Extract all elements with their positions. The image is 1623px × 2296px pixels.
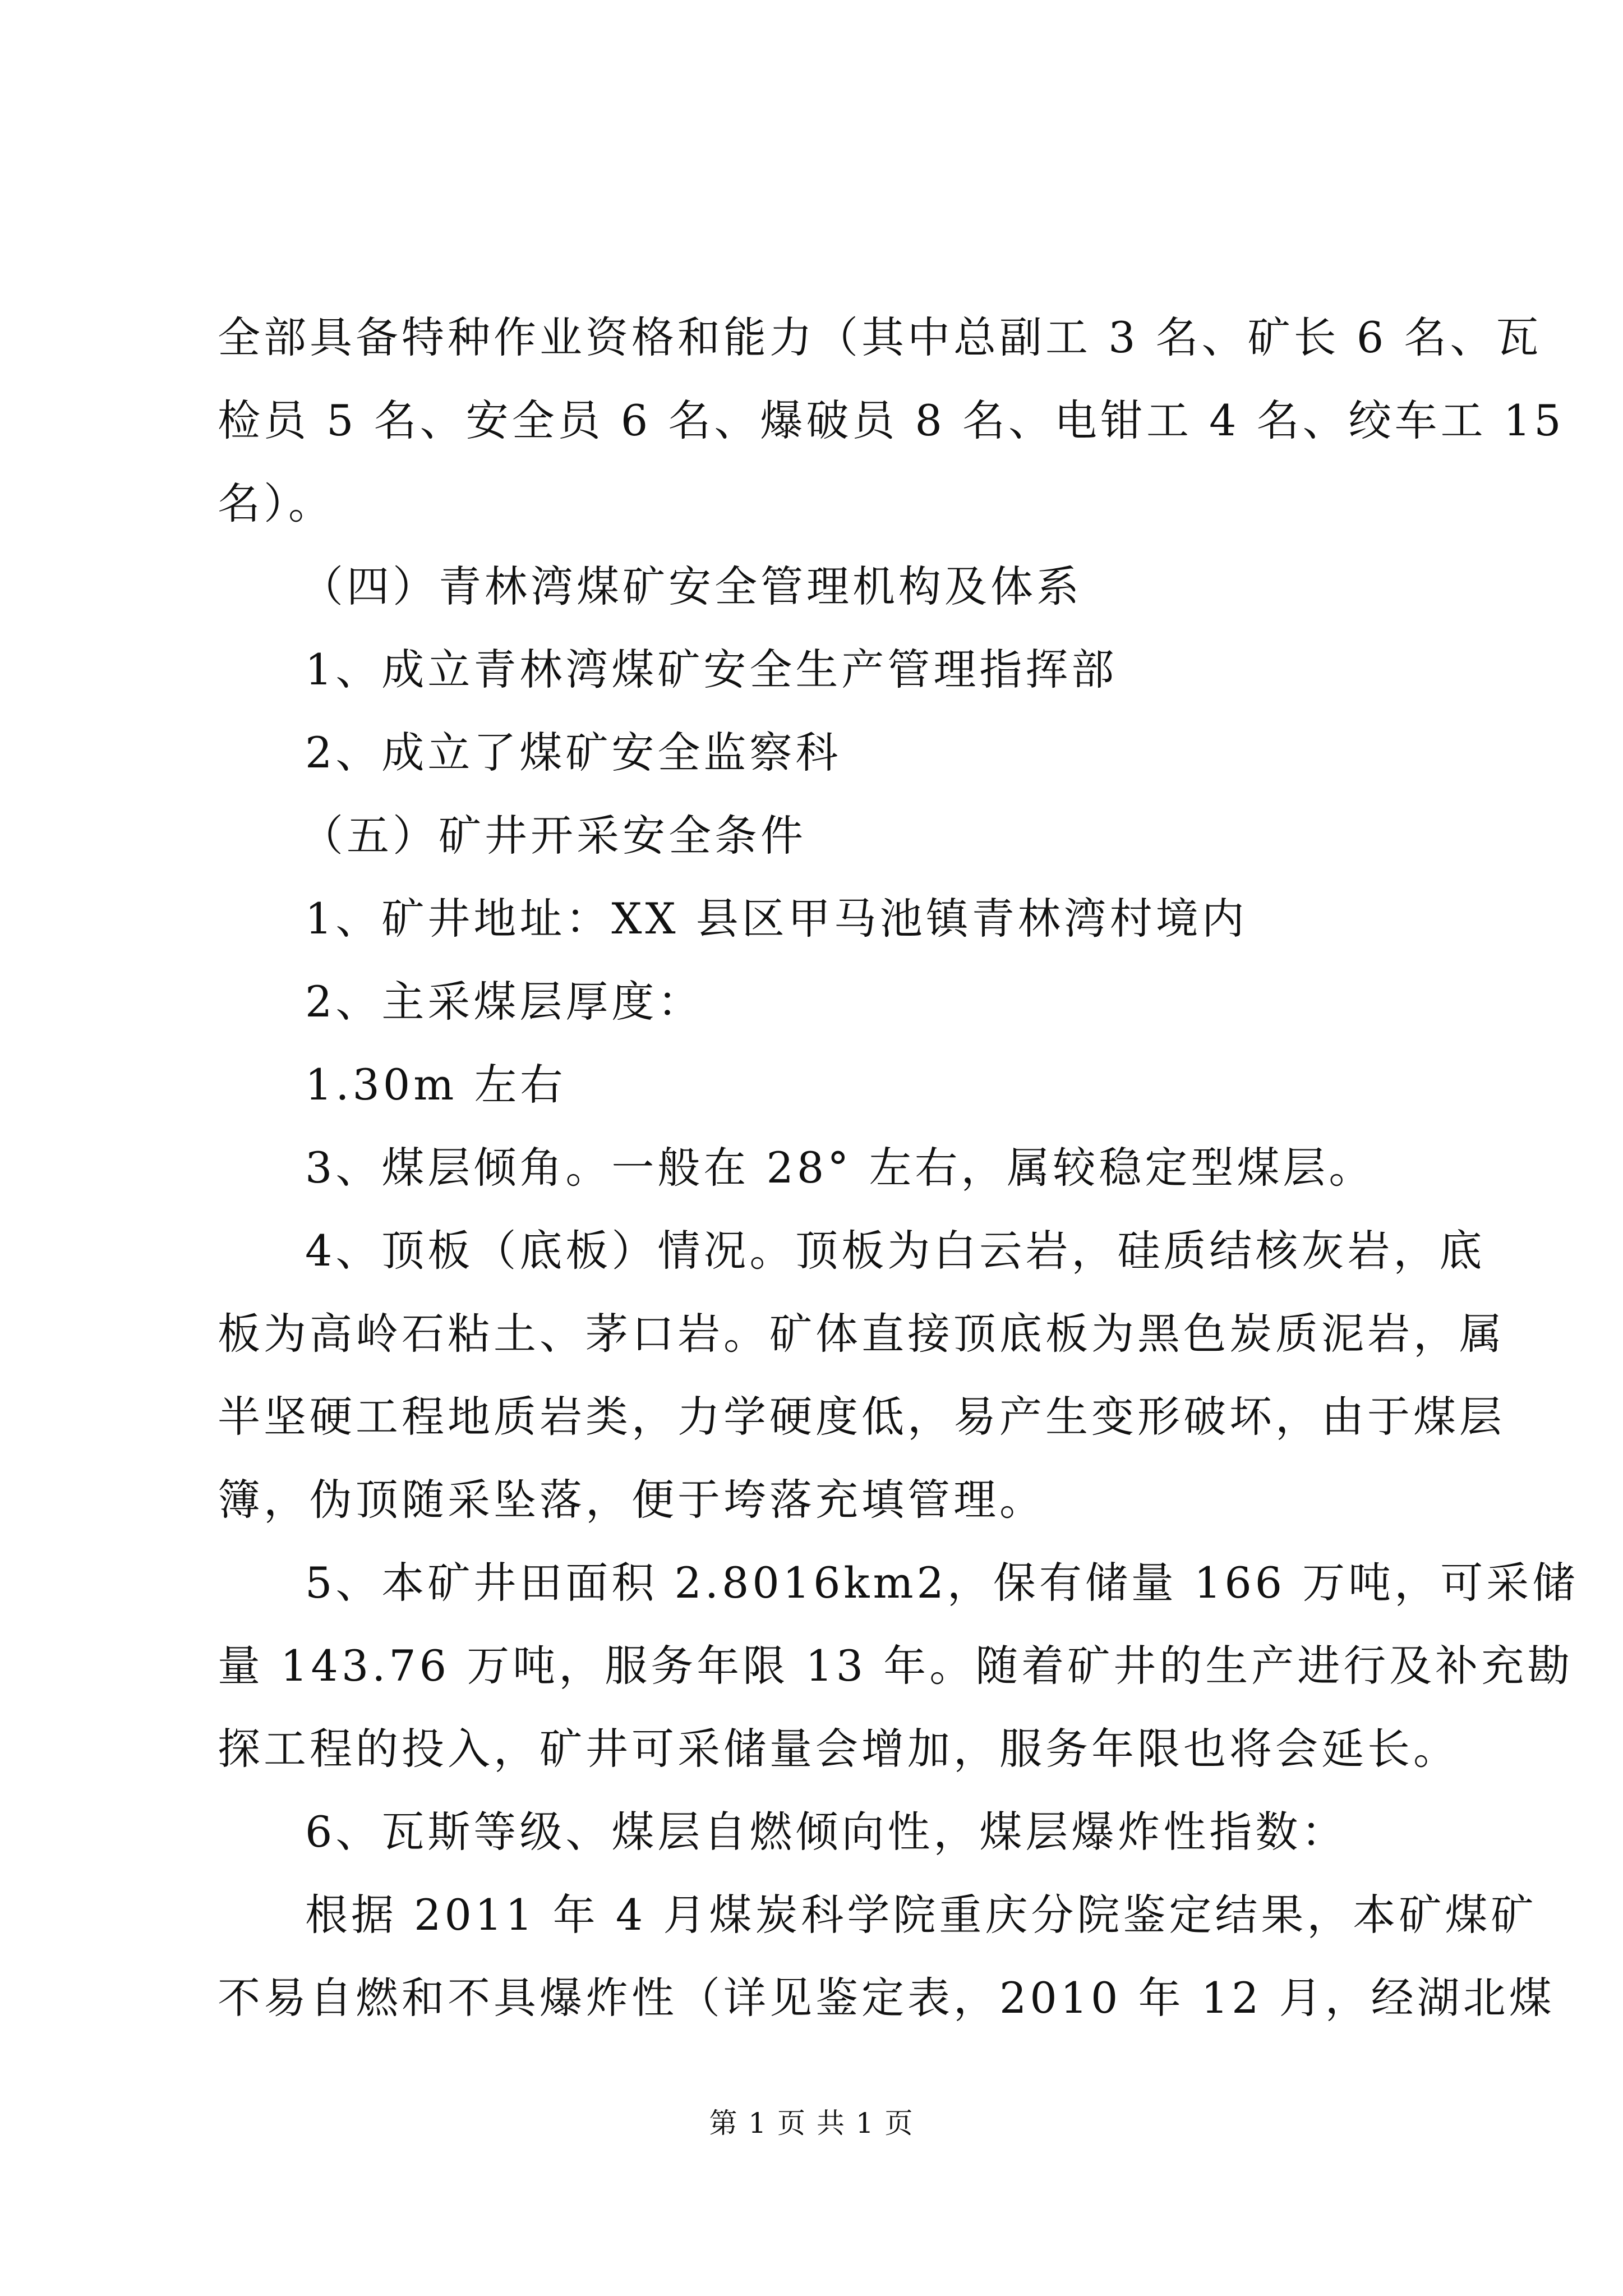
text-line: 板为高岭石粘土、茅口岩。矿体直接顶底板为黑色炭质泥岩，属: [218, 1309, 1505, 1359]
text-line: 簿，伪顶随采坠落，便于垮落充填管理。: [218, 1475, 1045, 1525]
section-heading: （四）青林湾煤矿安全管理机构及体系: [301, 562, 1082, 611]
text-line: 探工程的投入，矿井可采储量会增加，服务年限也将会延长。: [218, 1724, 1459, 1774]
text-line: 不易自燃和不具爆炸性（详见鉴定表，2010 年 12 月，经湖北煤: [218, 1973, 1555, 2023]
text-line: 1.30m 左右: [305, 1060, 566, 1110]
text-line: 1、成立青林湾煤矿安全生产管理指挥部: [305, 645, 1118, 694]
text-line: 半坚硬工程地质岩类，力学硬度低，易产生变形破坏，由于煤层: [218, 1392, 1505, 1442]
text-line: 4、顶板（底板）情况。顶板为白云岩，硅质结核灰岩，底: [305, 1226, 1486, 1276]
text-line: 根据 2011 年 4 月煤炭科学院重庆分院鉴定结果，本矿煤矿: [305, 1890, 1537, 1940]
page-footer: 第 1 页 共 1 页: [709, 2107, 914, 2139]
text-line: 2、成立了煤矿安全监察科: [305, 728, 842, 777]
text-line: 3、煤层倾角。一般在 28° 左右，属较稳定型煤层。: [305, 1143, 1375, 1193]
text-line: 1、矿井地址：XX 县区甲马池镇青林湾村境内: [305, 894, 1248, 944]
text-line: 6、瓦斯等级、煤层自燃倾向性，煤层爆炸性指数：: [305, 1807, 1348, 1857]
text-line: 名）。: [218, 478, 334, 528]
text-line: 2、主采煤层厚度：: [305, 977, 704, 1027]
text-line: 全部具备特种作业资格和能力（其中总副工 3 名、矿长 6 名、瓦: [218, 312, 1542, 362]
text-line: 检员 5 名、安全员 6 名、爆破员 8 名、电钳工 4 名、绞车工 15: [218, 395, 1565, 445]
text-line: 量 143.76 万吨，服务年限 13 年。随着矿井的生产进行及补充勘: [218, 1641, 1574, 1691]
text-line: 5、本矿井田面积 2.8016km2，保有储量 166 万吨，可采储: [305, 1558, 1579, 1608]
section-heading: （五）矿井开采安全条件: [301, 811, 806, 861]
document-body: [218, 296, 1579, 2040]
